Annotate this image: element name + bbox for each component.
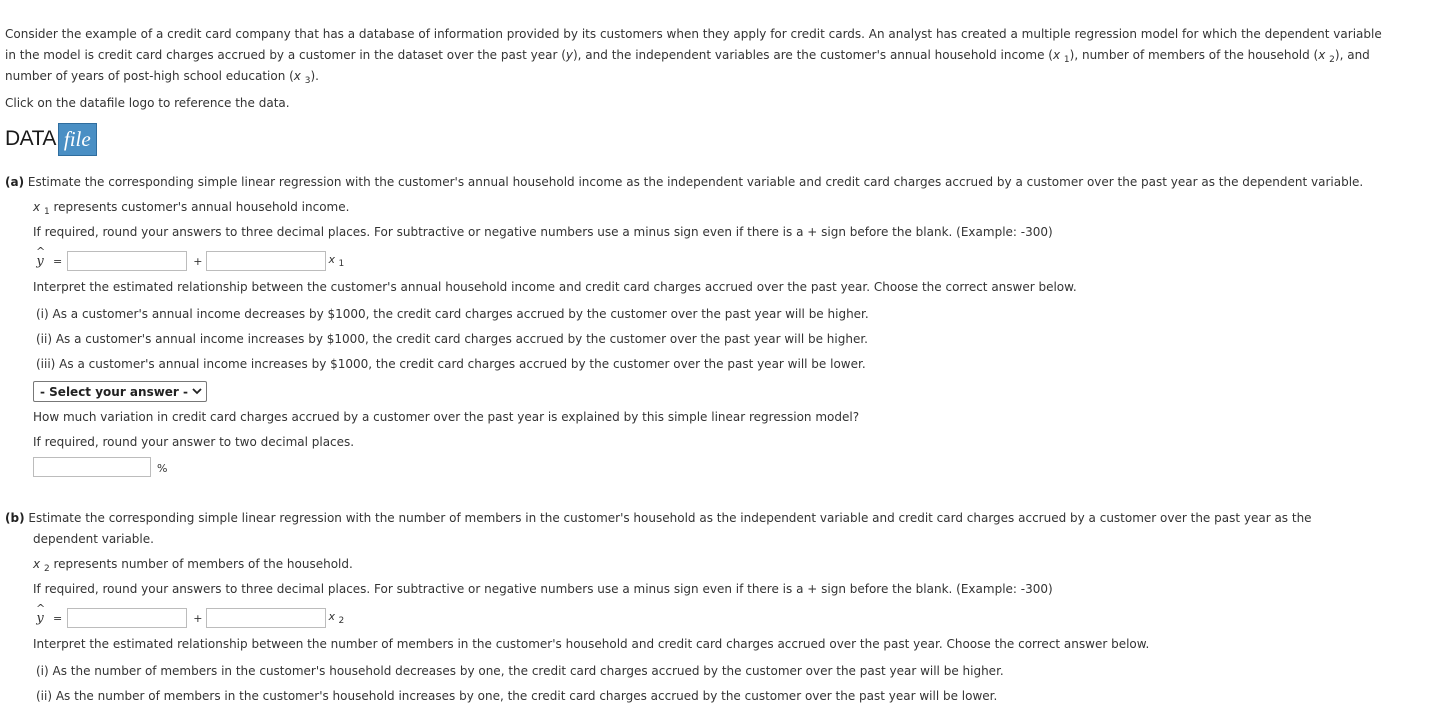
equals-sign: = [53,254,63,268]
click-datafile-instruction: Click on the datafile logo to reference the data. [5,96,290,110]
datafile-logo[interactable] [5,123,97,155]
equals-sign: = [53,611,63,625]
part-a-question: (a) Estimate the corresponding simple linear regression with the customer's annual household income as the independent variable and credit card charges accrued by a customer over the past year as the dependent variable. [5,175,1364,189]
part-b-question-line-1: (b) Estimate the corresponding simple linear regression with the number of members in the customer's household as the independent variable and credit card charges accrued by a customer over the past year as the [5,511,1312,525]
part-a-intercept-input[interactable] [67,251,187,271]
percent-sign: % [157,462,168,475]
part-a-percent-input[interactable] [33,457,151,477]
part-b-equation [33,601,345,629]
part-b-variable-note: x $_2$ represents number of members of the household. [33,557,353,574]
datafile-logo-file-text: file [58,123,97,156]
part-a-answer-select[interactable] [33,381,207,402]
chevron-down-icon [192,384,202,401]
part-a-variation-question: How much variation in credit card charges accrued by a customer over the past year is explained by this simple linear regression model? [33,410,860,424]
part-b-intercept-input[interactable] [67,608,187,628]
select-value: - Select your answer - [40,384,189,399]
part-b-interpret-prompt: Interpret the estimated relationship between the number of members in the customer's household and credit card charges accrued over the past year. Choose the correct answer below. [33,637,1150,651]
y-hat-symbol: ^ y [36,601,46,626]
intro-line-1: Consider the example of a credit card company that has a database of information provided by its customers when they apply for credit cards. An analyst has created a multiple regression model for which the dependent variable [5,27,1382,41]
intro-line-3: number of years of post-high school education (x $_3$). [5,69,319,86]
intro-line-2: in the model is credit card charges accrued by a customer in the dataset over the past year (y), and the independent variables are the customer's annual household income (x $_1$), number of members of the household (x $_2$), and [5,48,1370,65]
part-a-rounding-note: If required, round your answers to three decimal places. For subtractive or negative numbers use a minus sign even if there is a + sign before the blank. (Example: -300) [33,225,1053,239]
part-a-option-ii: (ii) As a customer's annual income increases by $1000, the credit card charges accrued by the customer over the past year will be higher. [36,332,868,346]
part-a-equation [33,244,345,272]
part-b-question-line-2: dependent variable. [33,532,154,546]
part-b-option-ii: (ii) As the number of members in the customer's household increases by one, the credit card charges accrued by the customer over the past year will be lower. [36,689,998,703]
part-b-slope-input[interactable] [206,608,326,628]
part-a-rounding-two: If required, round your answer to two decimal places. [33,435,355,449]
part-b-option-i: (i) As the number of members in the customer's household decreases by one, the credit card charges accrued by the customer over the past year will be higher. [36,664,1004,678]
y-hat-symbol: ^ y [36,244,46,269]
plus-sign: + [193,611,203,625]
datafile-logo-data-text: DATA [5,127,56,150]
part-a-slope-input[interactable] [206,251,326,271]
part-a-variable-note: x $_1$ represents customer's annual household income. [33,200,350,217]
part-a-option-i: (i) As a customer's annual income decreases by $1000, the credit card charges accrued by the customer over the past year will be higher. [36,307,869,321]
part-a-option-iii: (iii) As a customer's annual income increases by $1000, the credit card charges accrued by the customer over the past year will be lower. [36,357,866,371]
part-a-interpret-prompt: Interpret the estimated relationship between the customer's annual household income and credit card charges accrued over the past year. Choose the correct answer below. [33,280,1077,294]
x1-variable: x $_1$ [328,253,345,269]
plus-sign: + [193,254,203,268]
part-b-rounding-note: If required, round your answers to three decimal places. For subtractive or negative numbers use a minus sign even if there is a + sign before the blank. (Example: -300) [33,582,1053,596]
x2-variable: x $_2$ [328,610,345,626]
